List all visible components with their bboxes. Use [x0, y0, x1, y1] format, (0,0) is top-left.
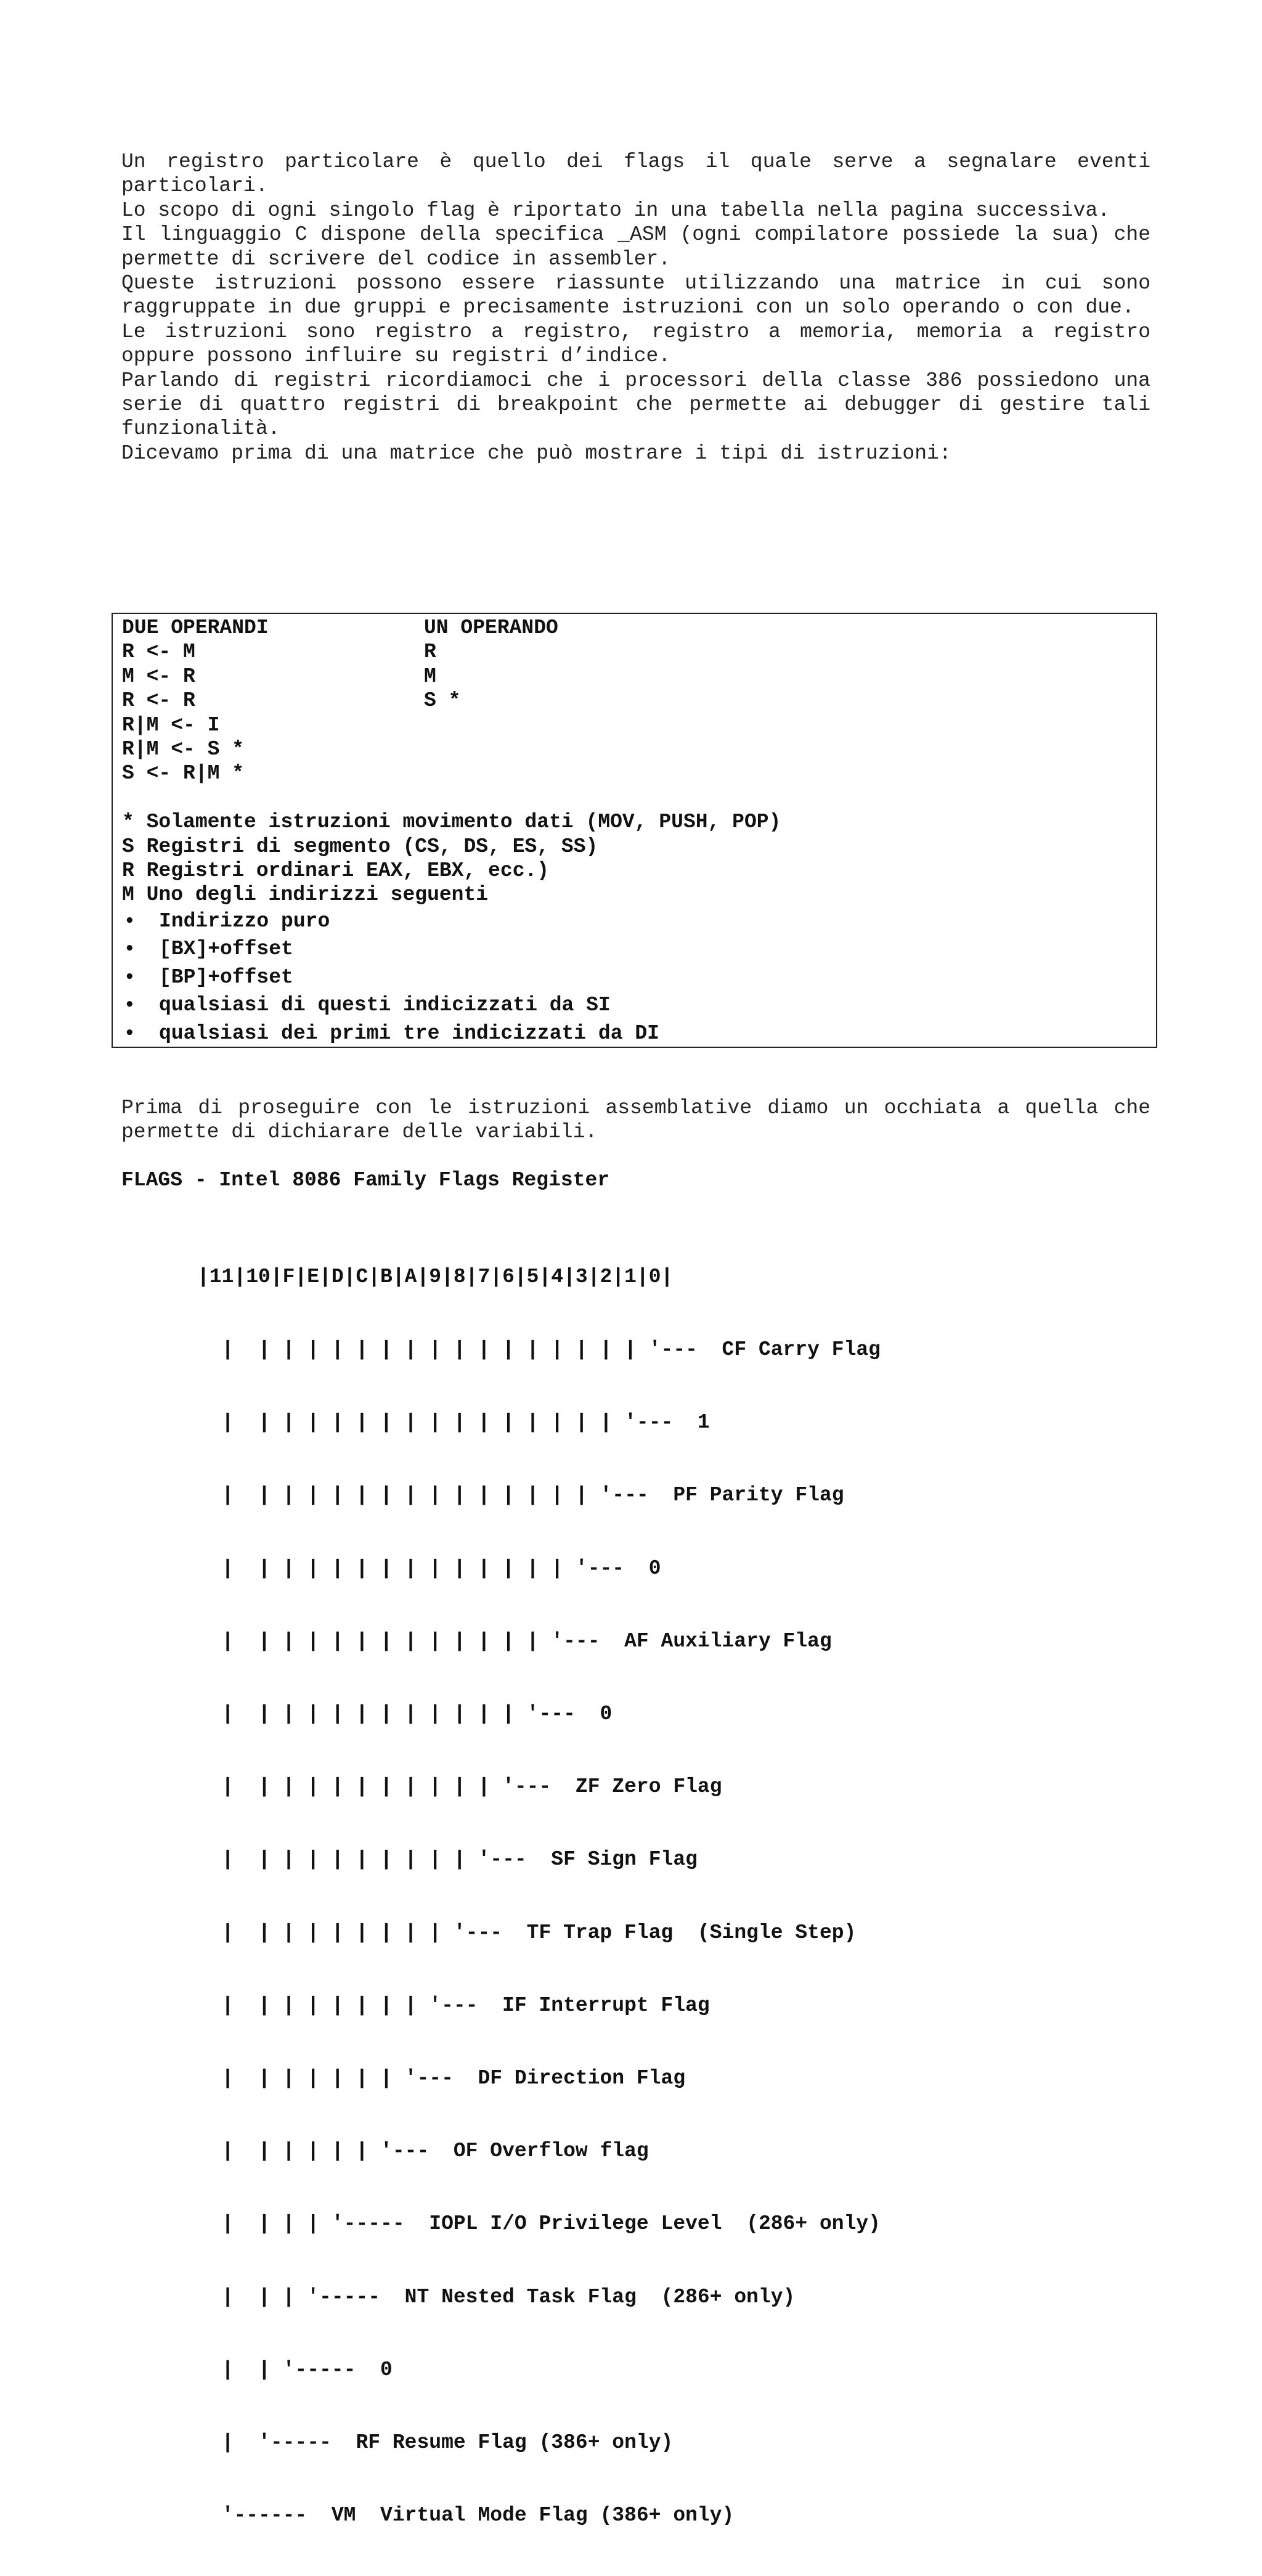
outro-paragraph: Prima di proseguire con le istruzioni assemblative diamo un occhiata a quella che permette di dichiarare delle variabili. [121, 1097, 1150, 1144]
flags-bit-header: |11|10|F|E|D|C|B|A|9|8|7|6|5|4|3|2|1|0| [197, 1265, 674, 1288]
matrix-row [122, 761, 1150, 785]
intro-paragraph: Dicevamo prima di una matrice che può mostrare i tipi di istruzioni: [121, 441, 951, 465]
intro-paragraph: Parlando di registri ricordiamoci che i processori della classe 386 possiedono una serie di quattro registri di breakpoint che permette ai debugger di gestire tali funzionalità. [121, 369, 1150, 441]
matrix-row [122, 713, 1150, 737]
flags-diagram-line: | | | | | | | | | '--- TF Trap Flag (Single Step) [197, 1921, 857, 1944]
matrix-note: R Registri ordinari EAX, EBX, ecc.) [122, 859, 550, 882]
address-list-item-text: Indirizzo puro [159, 909, 330, 933]
bullet-icon: • [124, 939, 135, 959]
flags-diagram-line: | | | | | | | | '--- IF Interrupt Flag [197, 1993, 710, 2017]
flags-diagram-line: | | | | | | '--- OF Overflow flag [197, 2140, 649, 2163]
flags-diagram-line: | | | | | | | | | | | | | | '--- 0 [197, 1556, 661, 1580]
matrix-cell-one-operand: R [424, 640, 436, 664]
flags-diagram-line: | | | | | | | | | | | | | '--- AF Auxiliary Flag [197, 1629, 832, 1653]
matrix-row [122, 737, 1150, 761]
address-list-item [122, 935, 1150, 963]
flags-register-diagram [197, 1216, 881, 2576]
matrix-cell-two-operands: R <- R [122, 689, 195, 713]
flags-diagram-line: | '----- RF Resume Flag (386+ only) [197, 2431, 674, 2455]
address-list-item-text: [BX]+offset [159, 938, 293, 961]
matrix-header-two-operands: DUE OPERANDI [122, 616, 269, 639]
bullet-icon: • [124, 1023, 135, 1042]
address-list-item-text: [BP]+offset [159, 965, 293, 989]
intro-paragraph: Lo scopo di ogni singolo flag è riportato in una tabella nella pagina successiva. [121, 198, 1110, 222]
matrix-note: S Registri di segmento (CS, DS, ES, SS) [122, 835, 598, 858]
address-list-item [122, 963, 1150, 992]
matrix-row [122, 664, 1150, 689]
matrix-cell-two-operands: S <- R|M * [122, 762, 245, 785]
instruction-matrix [122, 616, 1150, 1047]
flags-diagram-line: | | | | | | | | | | | | | | | | | '--- CF Carry Flag [197, 1338, 881, 1362]
matrix-header-row [122, 616, 1150, 640]
flags-diagram-line: | | '----- 0 [197, 2358, 393, 2381]
flags-diagram-line: | | | | | | | | | | '--- SF Sign Flag [197, 1848, 698, 1871]
intro-paragraph: Un registro particolare è quello dei flags il quale serve a segnalare eventi particolari. [121, 150, 1150, 198]
flags-diagram-line: | | | | | | | | | | | | '--- 0 [197, 1703, 613, 1726]
bullet-icon: • [124, 996, 135, 1015]
intro-paragraph: Queste istruzioni possono essere riassunte utilizzando una matrice in cui sono raggruppate in due gruppi e precisamente istruzioni con un solo operando o con due. [121, 272, 1150, 319]
matrix-cell-two-operands: R|M <- S * [122, 737, 245, 761]
address-list-item-text: qualsiasi dei primi tre indicizzati da DI [159, 1021, 659, 1045]
matrix-cell-one-operand: S * [424, 689, 461, 713]
bullet-icon: • [124, 967, 135, 986]
flags-diagram-line: '------ VM Virtual Mode Flag (386+ only) [197, 2504, 735, 2527]
flags-diagram-line: | | | '----- NT Nested Task Flag (286+ only) [197, 2285, 796, 2308]
matrix-spacer [122, 786, 1150, 810]
bullet-icon: • [124, 911, 135, 930]
flags-diagram-line: | | | | | | | | | | | | | | | '--- PF Parity Flag [197, 1484, 844, 1507]
matrix-header-one-operand: UN OPERANDO [424, 616, 558, 639]
intro-paragraph: Le istruzioni sono registro a registro, registro a memoria, memoria a registro oppure possono influire su registri d’indice. [121, 320, 1150, 368]
intro-text [121, 150, 1150, 465]
flags-diagram-line: | | | | '----- IOPL I/O Privilege Level (286+ only) [197, 2212, 881, 2236]
flags-diagram-line: | | | | | | | | | | | '--- ZF Zero Flag [197, 1775, 722, 1799]
address-list-item-text: qualsiasi di questi indicizzati da SI [159, 994, 611, 1017]
matrix-note: M Uno degli indirizzi seguenti [122, 883, 489, 907]
outro-text [121, 1096, 1150, 1145]
flags-register-title: FLAGS - Intel 8086 Family Flags Register [121, 1169, 610, 1192]
matrix-cell-one-operand: M [424, 664, 436, 688]
matrix-note: * Solamente istruzioni movimento dati (MOV, PUSH, POP) [122, 811, 781, 834]
intro-paragraph: Il linguaggio C dispone della specifica _ASM (ogni compilatore possiede la sua) che permette di scrivere del codice in assembler. [121, 223, 1150, 271]
address-list-item [122, 907, 1150, 936]
matrix-cell-two-operands: M <- R [122, 664, 195, 688]
address-list-item [122, 991, 1150, 1020]
matrix-cell-two-operands: R <- M [122, 640, 195, 664]
matrix-row [122, 689, 1150, 713]
matrix-cell-two-operands: R|M <- I [122, 713, 220, 737]
matrix-row [122, 640, 1150, 664]
flags-diagram-line: | | | | | | | | | | | | | | | | '--- 1 [197, 1411, 710, 1434]
instruction-matrix-box [112, 613, 1157, 1048]
address-list-item [122, 1020, 1150, 1048]
flags-diagram-line: | | | | | | | '--- DF Direction Flag [197, 2067, 686, 2090]
